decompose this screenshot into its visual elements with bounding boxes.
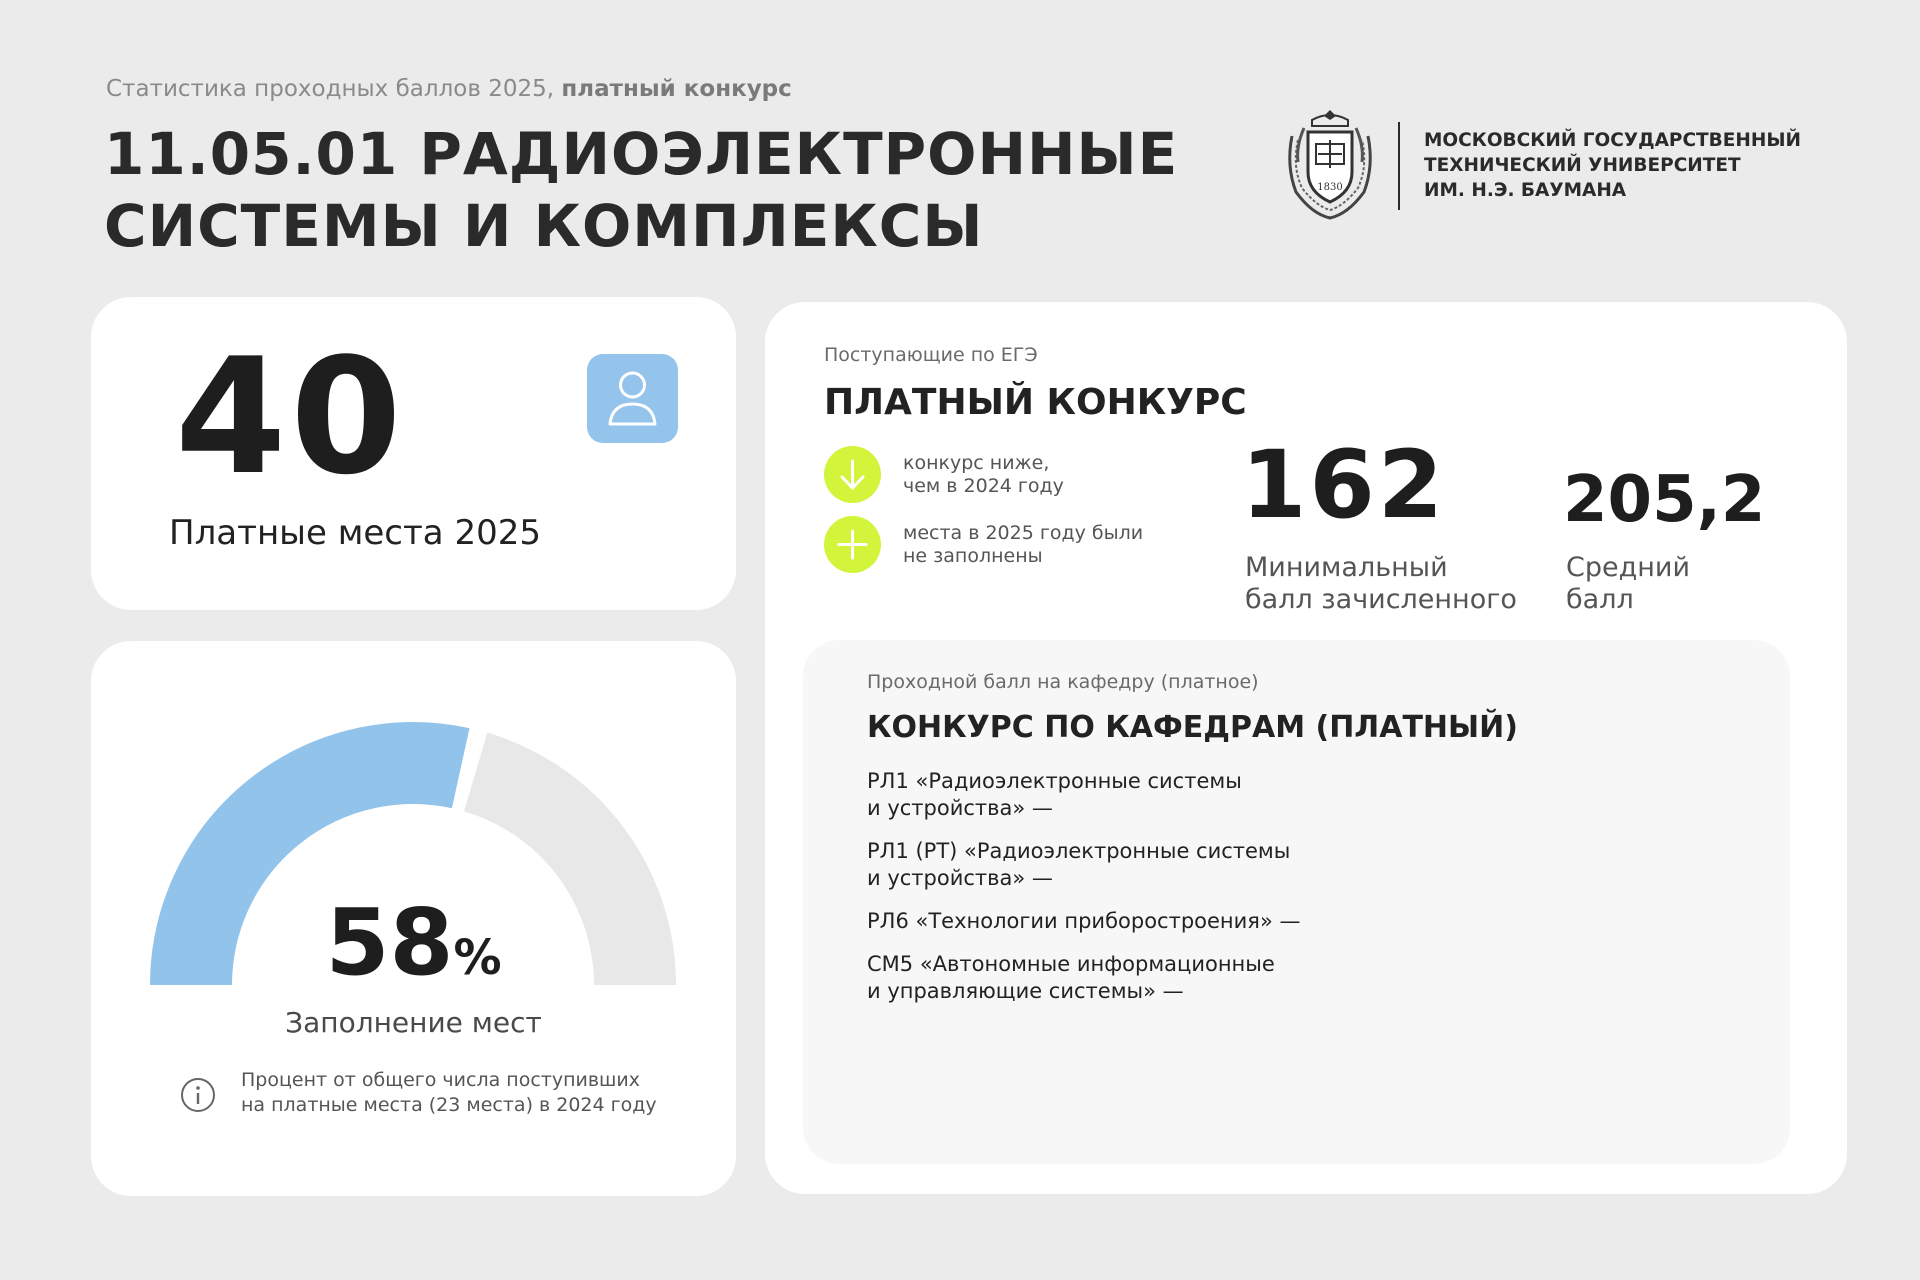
exam-card: [765, 302, 1847, 1194]
min-score-label: [1245, 552, 1517, 616]
user-icon: [587, 354, 678, 443]
page-title: [104, 118, 1178, 262]
info-icon: [180, 1077, 216, 1113]
university-name: [1424, 128, 1801, 203]
exam-heading: ПЛАТНЫЙ КОНКУРС: [824, 382, 1247, 423]
svg-text:1830: 1830: [1317, 182, 1343, 193]
department-item: СМ5 «Автономные информационные и управляющие системы» —: [867, 952, 1275, 1003]
user-badge: [587, 354, 678, 443]
logo-divider: [1398, 122, 1400, 210]
departments-heading: КОНКУРС ПО КАФЕДРАМ (ПЛАТНЫЙ): [867, 710, 1518, 745]
title-line-2: СИСТЕМЫ И КОМПЛЕКСЫ: [104, 192, 984, 260]
department-item: РЛ1 (РТ) «Радиоэлектронные системы и устройства» —: [867, 839, 1291, 890]
arrow-down-icon: [824, 446, 881, 503]
seats-value: 40: [175, 323, 406, 510]
university-name-line-2: ТЕХНИЧЕСКИЙ УНИВЕРСИТЕТ: [1424, 155, 1741, 176]
university-name-line-3: ИМ. Н.Э. БАУМАНА: [1424, 180, 1627, 201]
indicator-text-line-2: не заполнены: [903, 545, 1043, 567]
seats-card: [91, 297, 736, 610]
avg-score-label-line-1: Средний: [1566, 552, 1691, 583]
university-logo: [1282, 106, 1802, 222]
indicator-text-line-1: конкурс ниже,: [903, 452, 1050, 474]
fill-note-line-2: на платные места (23 места) в 2024 году: [241, 1094, 657, 1116]
fill-note: [241, 1068, 657, 1118]
university-emblem-icon: [1282, 106, 1378, 222]
departments-list: [867, 768, 1767, 1021]
indicator-text: [903, 522, 1143, 568]
departments-panel: [803, 640, 1790, 1164]
subtitle-bold: платный конкурс: [561, 76, 792, 102]
min-score-label-line-1: Минимальный: [1245, 552, 1448, 583]
department-item: РЛ1 «Радиоэлектронные системы и устройства» —: [867, 769, 1242, 820]
fill-card: [91, 641, 736, 1196]
fill-value: [91, 889, 736, 1008]
page-subtitle: [106, 76, 792, 102]
subtitle-prefix: Статистика проходных баллов 2025,: [106, 76, 555, 102]
avg-score-label-line-2: балл: [1566, 584, 1634, 615]
min-score-value: 162: [1241, 431, 1447, 540]
fill-note-line-1: Процент от общего числа поступивших: [241, 1069, 641, 1091]
plus-icon: [824, 516, 881, 573]
department-item: РЛ6 «Технологии приборостроения» —: [867, 909, 1301, 933]
title-line-1: 11.05.01 РАДИОЭЛЕКТРОННЫЕ: [104, 120, 1179, 188]
exam-caption: Поступающие по ЕГЭ: [824, 344, 1038, 366]
university-name-line-1: МОСКОВСКИЙ ГОСУДАРСТВЕННЫЙ: [1424, 130, 1802, 151]
avg-score-label: [1566, 552, 1690, 616]
indicator-badge: [824, 446, 881, 503]
fill-percent-number: 58: [325, 889, 454, 996]
departments-caption: Проходной балл на кафедру (платное): [867, 671, 1259, 693]
indicator-text-line-2: чем в 2024 году: [903, 475, 1064, 497]
fill-label: Заполнение мест: [285, 1006, 542, 1039]
min-score-label-line-2: балл зачисленного: [1245, 584, 1517, 615]
indicator-text: [903, 452, 1064, 498]
seats-label: Платные места 2025: [169, 513, 541, 553]
fill-percent-sign: %: [453, 930, 502, 986]
avg-score-value: 205,2: [1563, 463, 1766, 537]
indicator-text-line-1: места в 2025 году были: [903, 522, 1144, 544]
indicator-badge: [824, 516, 881, 573]
